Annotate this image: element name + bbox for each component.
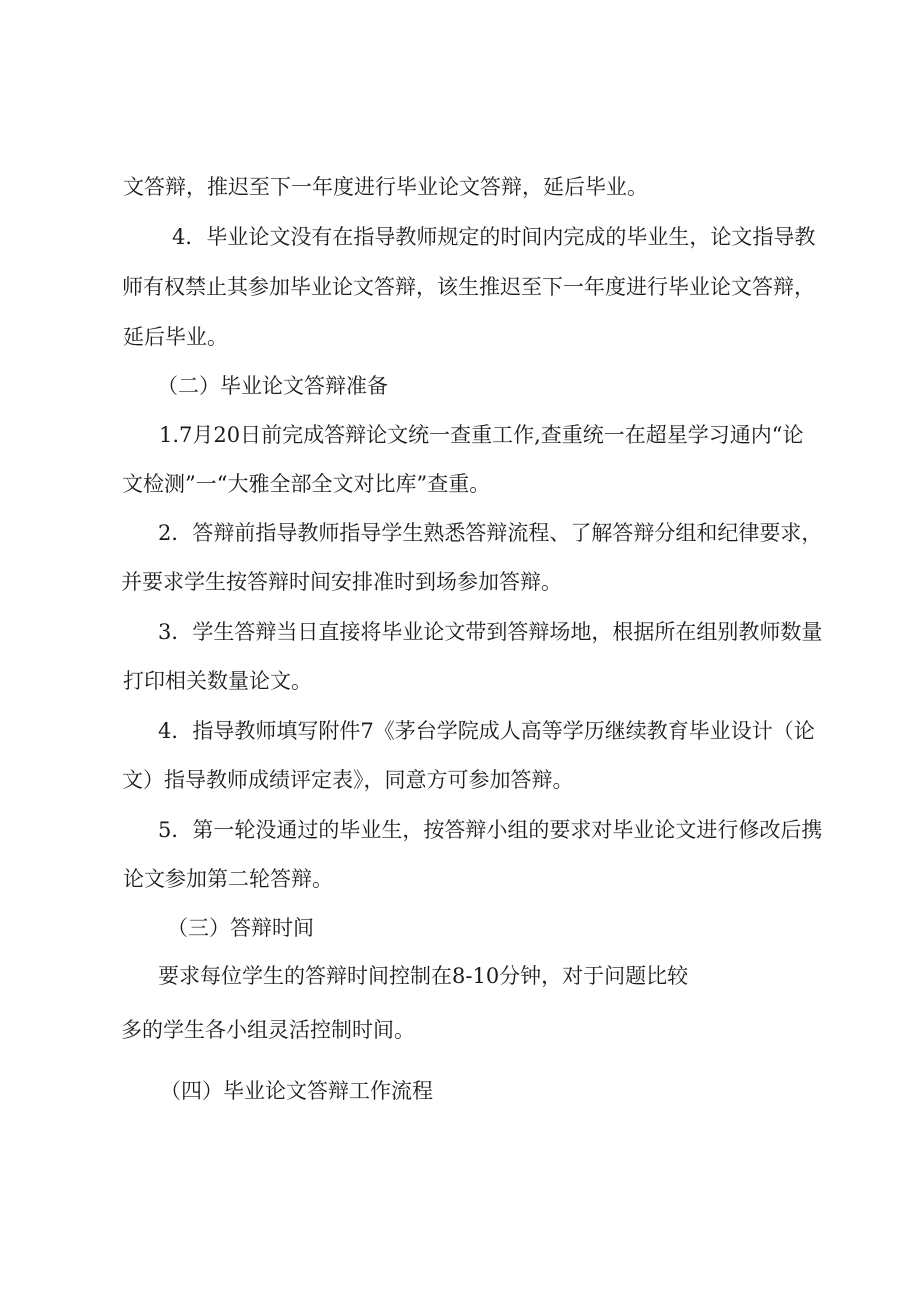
section-heading: （三）答辩时间 bbox=[167, 916, 314, 940]
paragraph-line: 并要求学生按答辩时间安排准时到场参加答辩。 bbox=[121, 570, 562, 594]
paragraph-line: 文答辩，推迟至下一年度进行毕业论文答辩，延后毕业。 bbox=[123, 175, 648, 199]
paragraph-line: 打印相关数量论文。 bbox=[123, 669, 312, 693]
paragraph-line: 5．第一轮没通过的毕业生，按答辩小组的要求对毕业论文进行修改后携 bbox=[158, 818, 823, 842]
paragraph-line: 4．毕业论文没有在指导教师规定的时间内完成的毕业生，论文指导教 bbox=[172, 225, 816, 249]
paragraph-line: 4．指导教师填写附件7《茅台学院成人高等学历继续教育毕业设计（论 bbox=[158, 719, 815, 743]
section-heading: （二）毕业论文答辩准备 bbox=[157, 374, 388, 398]
section-heading: （四）毕业论文答辩工作流程 bbox=[160, 1079, 433, 1103]
paragraph-line: 师有权禁止其参加毕业论文答辩，该生推迟至下一年度进行毕业论文答辩， bbox=[122, 275, 815, 299]
paragraph-line: 3．学生答辩当日直接将毕业论文带到答辩场地，根据所在组别教师数量 bbox=[158, 620, 823, 644]
paragraph-line: 多的学生各小组灵活控制时间。 bbox=[121, 1018, 415, 1042]
paragraph-line: 论文参加第二轮答辩。 bbox=[123, 867, 333, 891]
paragraph-line: 文）指导教师成绩评定表》，同意方可参加答辩。 bbox=[122, 768, 574, 792]
paragraph-line: 1.7月20日前完成答辩论文统一查重工作,查重统一在超星学习通内“论 bbox=[159, 423, 804, 447]
paragraph-line: 延后毕业。 bbox=[123, 325, 228, 349]
paragraph-line: 2．答辩前指导教师指导学生熟悉答辩流程、了解答辩分组和纪律要求， bbox=[158, 521, 823, 545]
paragraph-line: 文检测”一“大雅全部全文对比库”查重。 bbox=[122, 472, 491, 496]
paragraph-line: 要求每位学生的答辩时间控制在8-10分钟，对于问题比较 bbox=[158, 964, 689, 988]
